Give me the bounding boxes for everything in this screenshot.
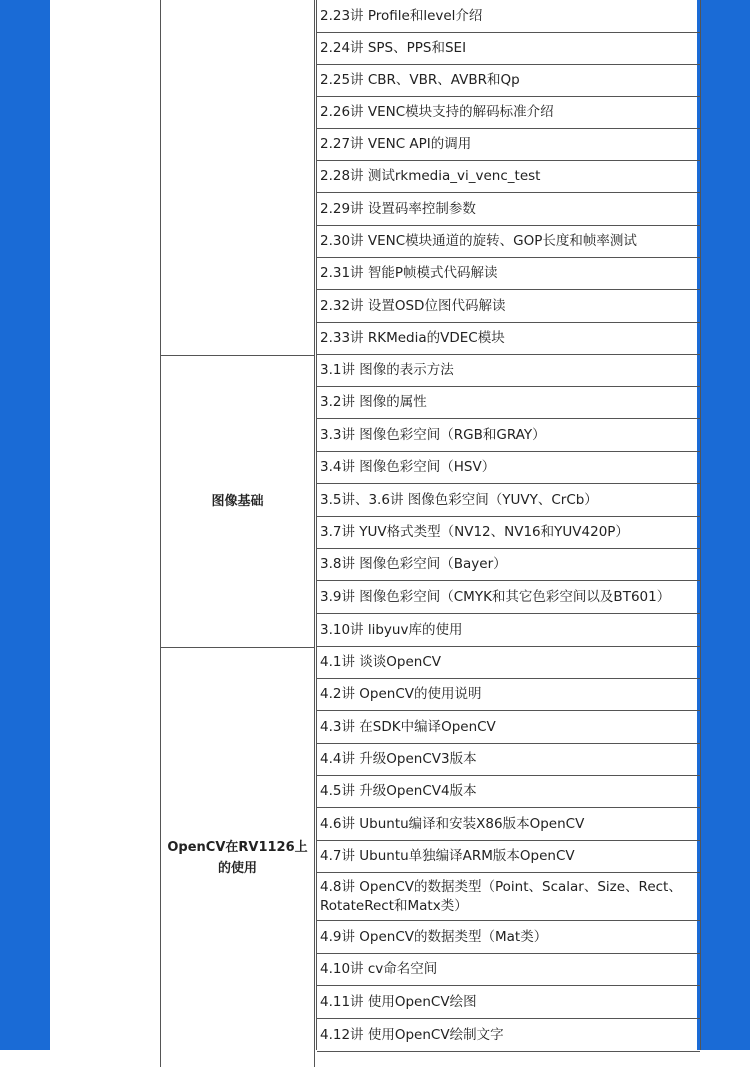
lesson-row: 2.26讲 VENC模块支持的解码标准介绍 [317, 97, 700, 129]
lesson-row: 4.7讲 Ubuntu单独编译ARM版本OpenCV [317, 841, 700, 873]
lesson-row: 4.3讲 在SDK中编译OpenCV [317, 711, 700, 744]
lesson-row: 4.2讲 OpenCV的使用说明 [317, 679, 700, 711]
lesson-row: 2.33讲 RKMedia的VDEC模块 [317, 323, 700, 355]
lesson-row: 4.1讲 谈谈OpenCV [317, 647, 700, 679]
lesson-row: 2.24讲 SPS、PPS和SEI [317, 33, 700, 65]
lesson-row: 4.12讲 使用OpenCV绘制文字 [317, 1019, 700, 1052]
section-cell-opencv: OpenCV在RV1126上的使用 [160, 647, 315, 1067]
lesson-list [316, 0, 701, 1050]
lesson-row: 3.7讲 YUV格式类型（NV12、NV16和YUV420P） [317, 517, 700, 549]
lesson-row: 2.29讲 设置码率控制参数 [317, 193, 700, 226]
lesson-row: 2.27讲 VENC API的调用 [317, 129, 700, 161]
lesson-row: 3.4讲 图像色彩空间（HSV） [317, 452, 700, 484]
section-cell-image-basics: 图像基础 [160, 355, 315, 647]
lesson-row: 3.3讲 图像色彩空间（RGB和GRAY） [317, 419, 700, 452]
lesson-row: 2.30讲 VENC模块通道的旋转、GOP长度和帧率测试 [317, 226, 700, 258]
lesson-row: 2.32讲 设置OSD位图代码解读 [317, 290, 700, 323]
lesson-row: 3.10讲 libyuv库的使用 [317, 614, 700, 647]
lesson-row: 3.1讲 图像的表示方法 [317, 355, 700, 387]
lesson-row: 3.5讲、3.6讲 图像色彩空间（YUVY、CrCb） [317, 484, 700, 517]
right-blue-border [697, 0, 750, 1050]
lesson-row: 3.9讲 图像色彩空间（CMYK和其它色彩空间以及BT601） [317, 581, 700, 614]
lesson-row: 4.5讲 升级OpenCV4版本 [317, 776, 700, 808]
section-cell-continued [160, 0, 315, 355]
lesson-row: 2.23讲 Profile和level介绍 [317, 0, 700, 33]
left-blue-border [0, 0, 50, 1050]
lesson-row: 3.8讲 图像色彩空间（Bayer） [317, 549, 700, 581]
lesson-row: 2.28讲 测试rkmedia_vi_venc_test [317, 161, 700, 193]
lesson-row: 3.2讲 图像的属性 [317, 387, 700, 419]
lesson-row: 4.9讲 OpenCV的数据类型（Mat类） [317, 921, 700, 954]
lesson-row: 2.31讲 智能P帧模式代码解读 [317, 258, 700, 290]
lesson-row: 2.25讲 CBR、VBR、AVBR和Qp [317, 65, 700, 97]
lesson-row: 4.10讲 cv命名空间 [317, 954, 700, 986]
lesson-row: 4.4讲 升级OpenCV3版本 [317, 744, 700, 776]
lesson-row: 4.8讲 OpenCV的数据类型（Point、Scalar、Size、Rect、RotateRect和Matx类） [317, 873, 700, 921]
lesson-row: 4.11讲 使用OpenCV绘图 [317, 986, 700, 1019]
lesson-row: 4.6讲 Ubuntu编译和安装X86版本OpenCV [317, 808, 700, 841]
